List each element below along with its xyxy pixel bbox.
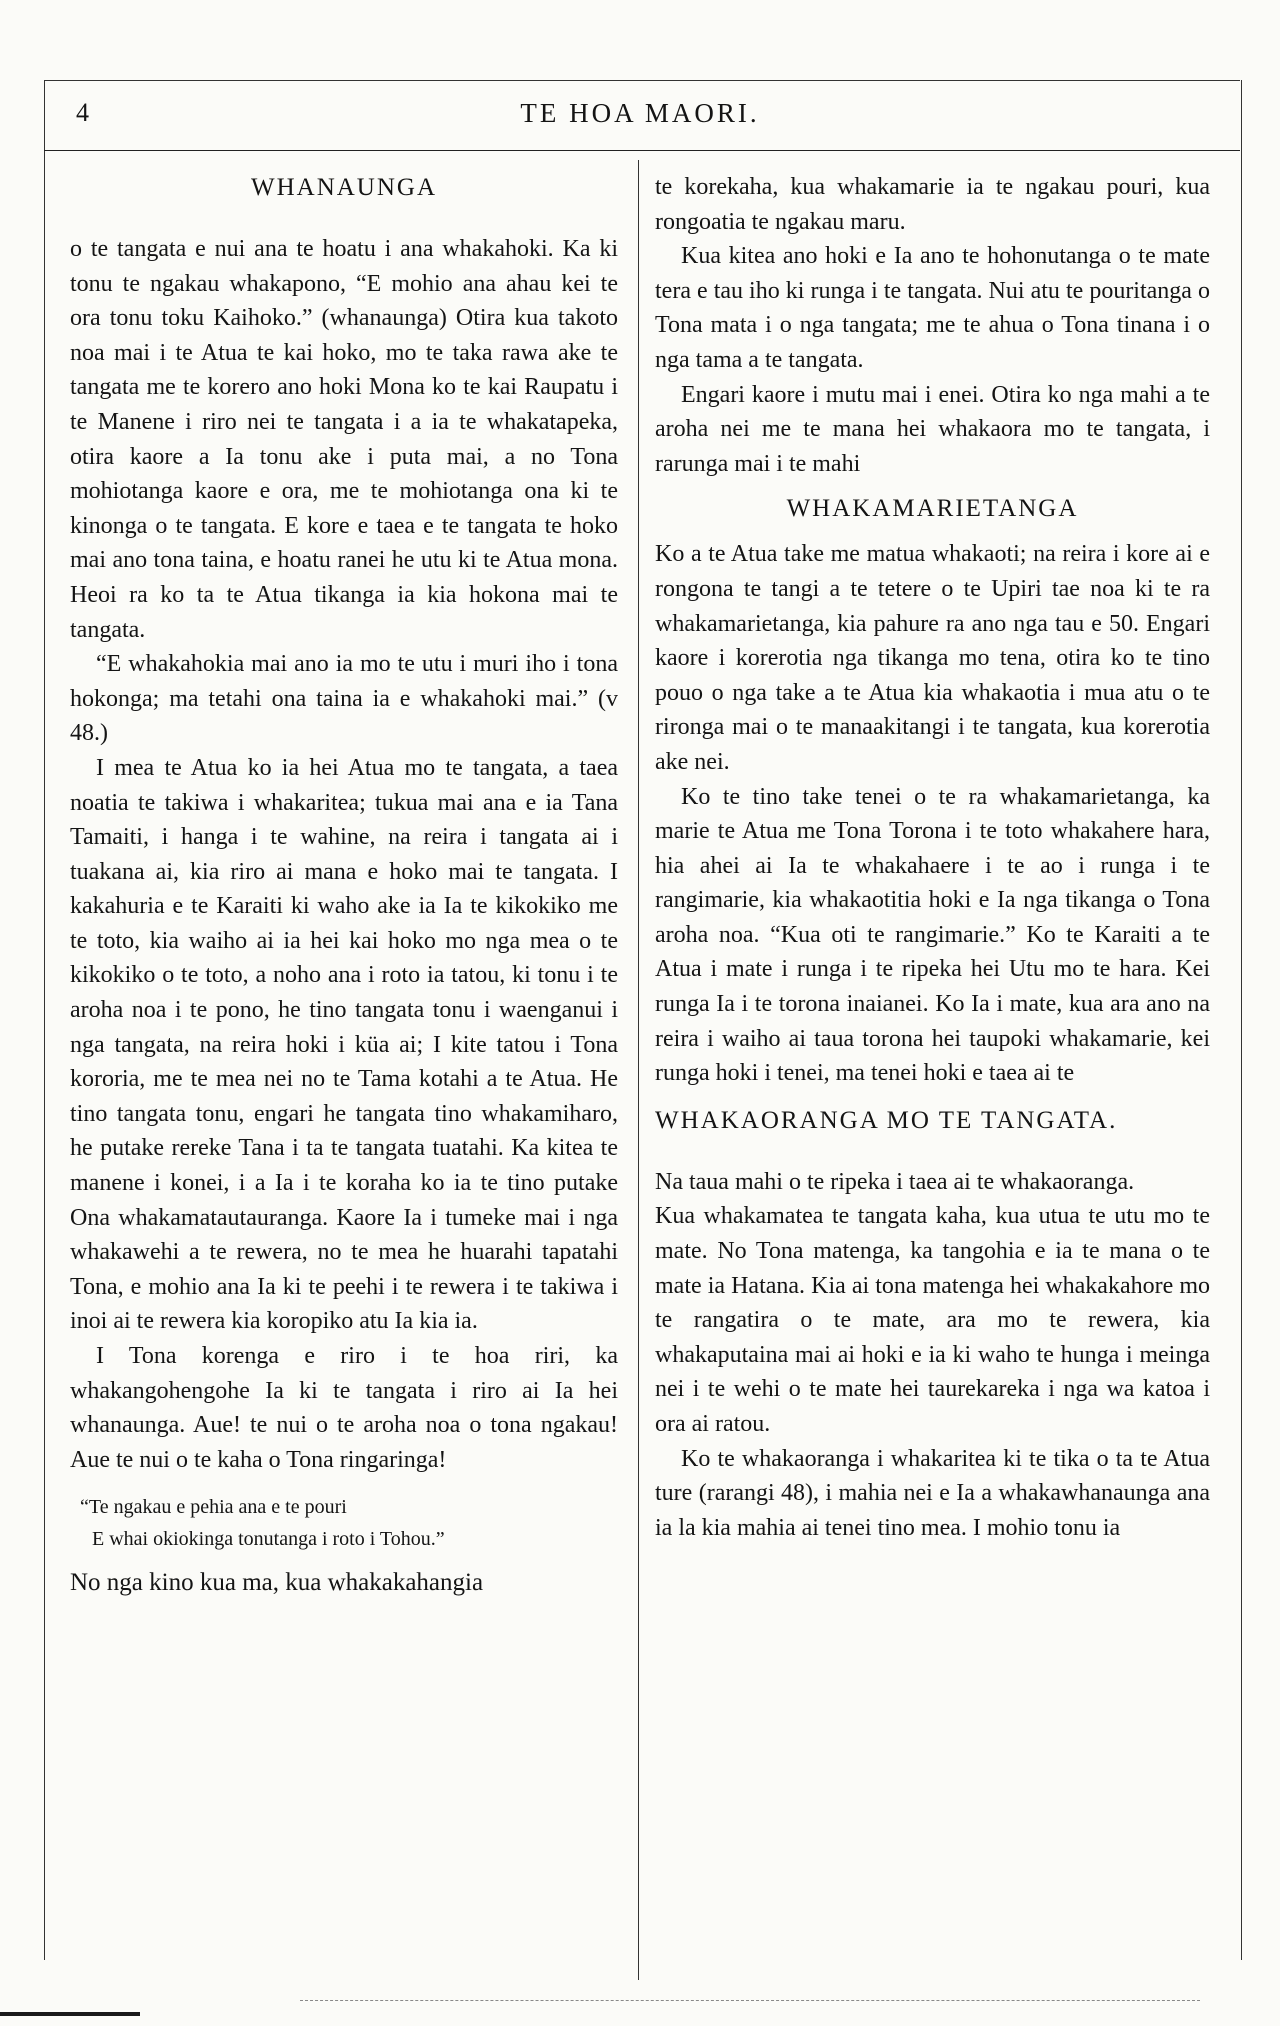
paragraph: “E whakahokia mai ano ia mo te utu i muri iho i tona hokonga; ma tetahi ona taina ia e whakahoki mai.” (v 48.) xyxy=(70,651,618,747)
paragraph: o te tangata e nui ana te hoatu i ana whakahoki. Ka ki tonu te ngakau whakapono, “E mohio ana ahau kei te ora tonu toku Kaihoko.” (whanaunga) Otira kua takoto noa mai i te Atua te kai hoko, mo te taka rawa ake te tangata me te korero ano hoki Mona ko te kai Raupatu i te Manene i riro nei te tangata i a ia te whakatapeka, otira kaore a Ia tonu ake i puta mai, a no Tona mohiotanga kaore e ora, me te mohiotanga ona ki te kinonga o te tangata. E kore e taea e te tangata te hoko mai ano tona taina, e hoatu ranei he utu ki te Atua mona. Heoi ra ko ta te Atua tikanga ia kia hokona mai te tangata. xyxy=(70,236,618,643)
paragraph: Kua whakamatea te tangata kaha, kua utua te utu mo te mate. No Tona matenga, ka tangohia e ia te mana o te mate ia Hatana. Kia ai tona matenga hei whakakahore mo te rangatira o te mate, ara mo te rewera, kia whakaputaina mai ai hoki e ia ki waho te hunga i meinga nei i te wehi o te mate hei taurekareka i nga wa katoa i ora ai ratou. xyxy=(655,1203,1210,1437)
paragraph: Na taua mahi o te ripeka i taea ai te whakaoranga. xyxy=(655,1168,1135,1195)
paragraph: te korekaha, kua whakamarie ia te ngakau pouri, kua rongoatia te ngakau maru. xyxy=(655,174,1210,235)
paragraph: I Tona korenga e riro i te hoa riri, ka whakangohengohe Ia ki te tangata i riro ai Ia hei whanaunga. Aue! te nui o te aroha noa o tona ngakau! Aue te nui o te kaha o Tona ringaringa! xyxy=(70,1343,618,1473)
journal-title: TE HOA MAORI. xyxy=(520,98,760,128)
section-heading-whakaoranga: WHAKAORANGA MO TE TANGATA. xyxy=(655,1106,1118,1134)
right-column xyxy=(655,170,1210,1545)
header-rule xyxy=(44,150,1240,151)
verse-line: E whai okiokinga tonutanga i roto i Tohou.” xyxy=(92,1528,445,1551)
top-rule xyxy=(44,80,1240,81)
section-heading-whakamarietanga: WHAKAMARIETANGA xyxy=(786,495,1079,523)
paragraph: Kua kitea ano hoki e Ia ano te hohonutanga o te mate tera e tau iho ki runga i te tangata. Nui atu te pouritanga o Tona mata i o nga tangata; me te ahua o Tona tinana i o nga tama a te tangata. xyxy=(655,243,1210,373)
page-number: 4 xyxy=(76,98,89,127)
paragraph: Ko te tino take tenei o te ra whakamarietanga, ka marie te Atua me Tona Torona i te toto whakahere hara, hia ahei ai Ia te whakahaere i te ao i runga i te rangimarie, kia whakaotitia hoki e Ia nga tikanga o Tona aroha noa. “Kua oti te rangimarie.” Ko te Karaiti a te Atua i mate i runga i te ripeka hei Utu mo te hara. Kei runga Ia i te torona inaianei. Ko Ia i mate, kua ara ano na reira i waiho ai taua torona hei taupoki whakamarie, kei runga hoki i tenei, ma tenei hoki e taea ai te xyxy=(655,783,1210,1087)
verse-line: “Te ngakau e pehia ana e te pouri xyxy=(80,1496,347,1519)
paragraph: Engari kaore i mutu mai i enei. Otira ko nga mahi a te aroha nei me te mana hei whakaora mo te tangata, i rarunga mai i te mahi xyxy=(655,381,1210,477)
closing-line: No nga kino kua ma, kua whakakahangia xyxy=(70,1569,484,1597)
section-heading-whanaunga: WHANAUNGA xyxy=(250,174,438,201)
paragraph: Ko a te Atua take me matua whakaoti; na reira i kore ai e rongona te tangi a te tetere o te Upiri tae noa ki te ra whakamarietanga, kia pahure ra ano nga tau e 50. Engari kaore i korerotia nga tikanga mo tena, otira ko te tino pouo o nga take a te Atua kia whakaotia i mua atu o te rironga mai o te manaakitangi i te tangata, kua korerotia ake nei. xyxy=(655,541,1210,775)
verse-quote xyxy=(80,1491,618,1555)
bottom-rule xyxy=(300,2000,1200,2001)
left-column xyxy=(70,170,618,1601)
paragraph: Ko te whakaoranga i whakaritea ki te tika o ta te Atua ture (rarangi 48), i mahia nei e Ia a whakawhanaunga ana ia la kia mahia ai tenei tino mea. I mohio tonu ia xyxy=(655,1445,1210,1541)
column-divider xyxy=(638,160,639,1980)
paragraph: I mea te Atua ko ia hei Atua mo te tangata, a taea noatia te takiwa i whakaritea; tukua mai ana e ia Tana Tamaiti, i hanga i te wahine, na reira i tangata ai i tuakana ai, kia riro ai mana e hoko mai te tangata. I kakahuria e te Karaiti ki waho ake ia Ia te kikokiko me te toto, kia waiho ai ia hei kai hoko mo nga mea o te kikokiko o te toto, a noho ana i roto ia tatou, ki tonu i te aroha noa i te pono, he tino tangata tonu i waenganui i nga tangata, na reira hoki i küa ai; I kite tatou i Tona kororia, me te mea nei no te Tama kotahi a te Atua. He tino tangata tonu, engari he tangata tino whakamiharo, he putake rereke Tana i ta te tangata tuatahi. Ka kitea te manene i konei, i a Ia i te koraha ko ia te tino putake Ona whakamatautauranga. Kaore Ia i tumeke mai i nga whakawehi a te rewera, no te mea he huarahi tapatahi Tona, e mohio ana Ia ki te peehi i te rewera i te takiwa i inoi ai te rewera kia koropiko atu Ia kia ia. xyxy=(70,754,618,1335)
bottom-edge-mark xyxy=(0,2012,140,2016)
